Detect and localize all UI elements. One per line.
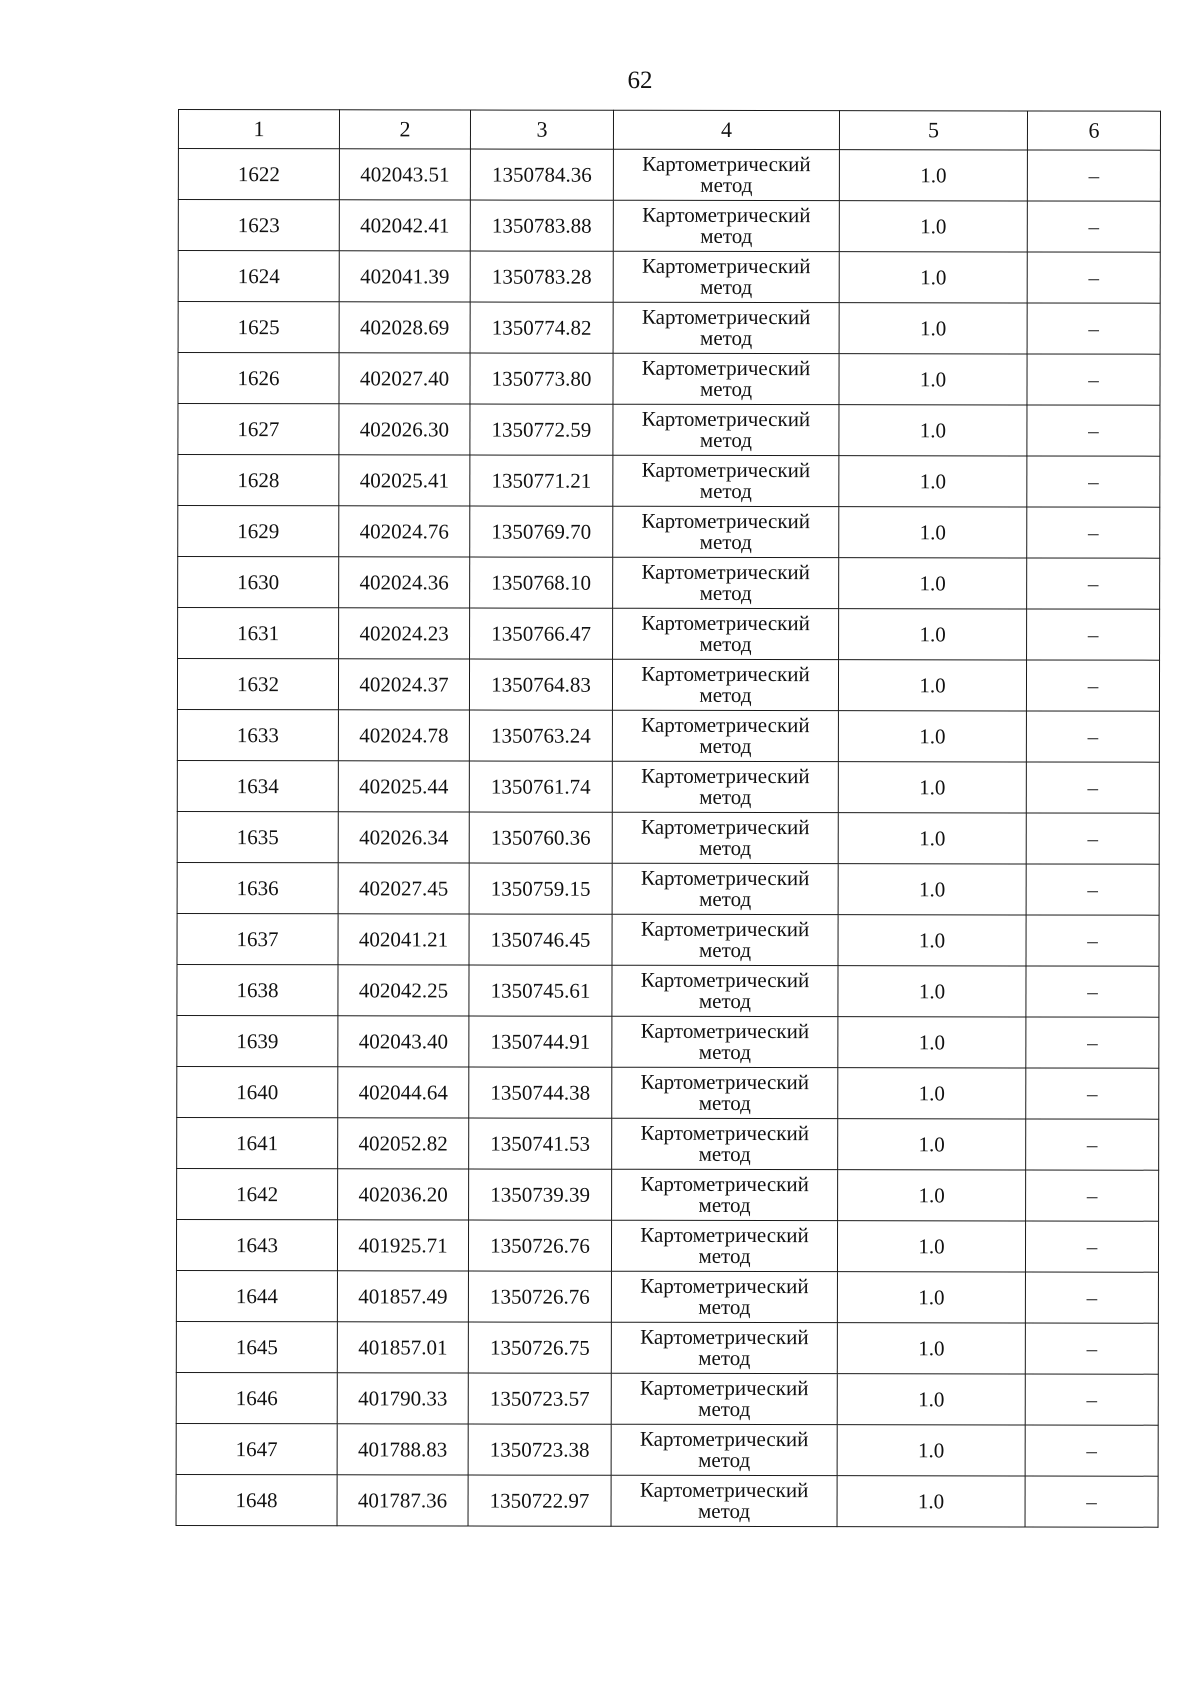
table-row <box>176 1474 1158 1527</box>
x-coordinate-cell: 401788.83 <box>337 1424 468 1475</box>
accuracy-cell: 1.0 <box>839 201 1027 252</box>
method-line-1: Картометрический <box>641 661 810 687</box>
point-number-cell: 1627 <box>178 404 339 455</box>
note-cell: – <box>1026 1170 1159 1221</box>
method-line-1: Картометрический <box>640 916 810 942</box>
y-coordinate-cell: 1350783.88 <box>470 200 613 251</box>
method-line-2: метод <box>698 1192 751 1218</box>
x-coordinate-cell: 402041.21 <box>338 914 469 965</box>
method-line-2: метод <box>699 784 752 810</box>
column-header-4: 4 <box>613 110 839 149</box>
y-coordinate-cell: 1350771.21 <box>470 455 613 506</box>
x-coordinate-cell: 401857.49 <box>337 1271 468 1322</box>
column-header-3: 3 <box>470 110 613 149</box>
point-number-cell: 1644 <box>176 1270 337 1321</box>
accuracy-cell: 1.0 <box>838 966 1026 1017</box>
method-line-2: метод <box>699 733 752 759</box>
method-line-1: Картометрический <box>641 763 810 789</box>
note-cell: – <box>1026 1017 1159 1068</box>
method-cell <box>612 1118 838 1169</box>
method-line-2: метод <box>699 478 752 504</box>
method-cell <box>613 353 839 404</box>
y-coordinate-cell: 1350726.75 <box>468 1322 611 1373</box>
x-coordinate-cell: 402036.20 <box>338 1169 469 1220</box>
accuracy-cell: 1.0 <box>838 711 1026 762</box>
table-row <box>177 1015 1159 1068</box>
accuracy-cell: 1.0 <box>839 150 1027 201</box>
table-row <box>176 1219 1158 1272</box>
point-number-cell: 1646 <box>176 1372 337 1423</box>
point-number-cell: 1629 <box>178 506 339 557</box>
method-line-1: Картометрический <box>640 865 810 891</box>
table-row <box>177 709 1159 762</box>
note-cell: – <box>1027 303 1160 354</box>
accuracy-cell: 1.0 <box>837 1374 1025 1425</box>
note-cell: – <box>1026 1119 1159 1170</box>
table-row <box>177 862 1159 915</box>
method-line-2: метод <box>700 325 753 351</box>
note-cell: – <box>1026 660 1159 711</box>
x-coordinate-cell: 402028.69 <box>339 302 470 353</box>
note-cell: – <box>1027 354 1160 405</box>
table-row <box>177 913 1159 966</box>
y-coordinate-cell: 1350766.47 <box>470 608 613 659</box>
method-line-2: метод <box>698 1345 751 1371</box>
method-line-2: метод <box>699 580 752 606</box>
method-cell <box>613 506 839 557</box>
method-line-2: метод <box>699 835 752 861</box>
accuracy-cell: 1.0 <box>838 1017 1026 1068</box>
method-line-1: Картометрический <box>640 1018 810 1044</box>
method-line-2: метод <box>697 1498 751 1524</box>
point-number-cell: 1630 <box>178 557 339 608</box>
column-header-1: 1 <box>178 110 339 149</box>
note-cell: – <box>1027 405 1160 456</box>
x-coordinate-cell: 402024.78 <box>338 710 469 761</box>
method-line-1: Картометрический <box>641 712 810 738</box>
method-line-1: Картометрический <box>639 1477 809 1503</box>
table-row <box>178 200 1160 253</box>
method-line-2: метод <box>699 376 753 402</box>
method-line-1: Картометрический <box>640 1222 809 1248</box>
method-cell <box>611 1271 837 1322</box>
y-coordinate-cell: 1350726.76 <box>468 1271 611 1322</box>
note-cell: – <box>1027 558 1160 609</box>
note-cell: – <box>1027 201 1160 252</box>
method-line-1: Картометрический <box>641 457 811 483</box>
note-cell: – <box>1027 507 1160 558</box>
accuracy-cell: 1.0 <box>837 1476 1025 1527</box>
accuracy-cell: 1.0 <box>838 813 1026 864</box>
point-number-cell: 1628 <box>178 455 339 506</box>
method-line-2: метод <box>698 1090 751 1116</box>
table-row <box>176 1321 1158 1374</box>
method-cell <box>611 1322 837 1373</box>
method-cell <box>612 659 838 710</box>
x-coordinate-cell: 402024.23 <box>339 608 470 659</box>
method-line-1: Картометрический <box>640 1324 809 1350</box>
method-line-1: Картометрический <box>641 253 811 279</box>
method-line-1: Картометрический <box>640 1069 810 1095</box>
accuracy-cell: 1.0 <box>839 405 1027 456</box>
x-coordinate-cell: 402042.41 <box>339 200 470 251</box>
table-row <box>178 353 1160 406</box>
method-line-2: метод <box>700 172 753 198</box>
table-row <box>176 1372 1158 1425</box>
method-line-2: метод <box>700 274 753 300</box>
x-coordinate-cell: 402025.44 <box>338 761 469 812</box>
x-coordinate-cell: 402041.39 <box>339 251 470 302</box>
note-cell: – <box>1027 609 1160 660</box>
note-cell: – <box>1025 1323 1158 1374</box>
point-number-cell: 1631 <box>178 608 339 659</box>
method-line-2: метод <box>698 988 752 1014</box>
y-coordinate-cell: 1350723.38 <box>468 1424 611 1475</box>
method-line-1: Картометрический <box>642 202 811 228</box>
method-line-2: метод <box>698 1141 751 1167</box>
note-cell: – <box>1026 915 1159 966</box>
x-coordinate-cell: 401787.36 <box>337 1475 468 1526</box>
y-coordinate-cell: 1350744.91 <box>469 1016 612 1067</box>
y-coordinate-cell: 1350761.74 <box>469 761 612 812</box>
table-row <box>177 760 1159 813</box>
y-coordinate-cell: 1350739.39 <box>469 1169 612 1220</box>
note-cell: – <box>1025 1374 1158 1425</box>
point-number-cell: 1639 <box>177 1015 338 1066</box>
accuracy-cell: 1.0 <box>838 864 1026 915</box>
method-cell <box>613 302 839 353</box>
y-coordinate-cell: 1350723.57 <box>468 1373 611 1424</box>
table-row <box>178 251 1160 304</box>
accuracy-cell: 1.0 <box>839 609 1027 660</box>
y-coordinate-cell: 1350772.59 <box>470 404 613 455</box>
x-coordinate-cell: 402042.25 <box>338 965 469 1016</box>
method-cell <box>613 455 839 506</box>
note-cell: – <box>1027 150 1160 201</box>
table-row <box>177 811 1159 864</box>
accuracy-cell: 1.0 <box>839 303 1027 354</box>
table-row <box>177 1066 1159 1119</box>
method-line-1: Картометрический <box>640 1120 809 1146</box>
accuracy-cell: 1.0 <box>838 1170 1026 1221</box>
coordinates-table-container <box>176 109 1161 1528</box>
method-cell <box>613 557 839 608</box>
method-cell <box>611 1220 837 1271</box>
point-number-cell: 1622 <box>178 149 339 200</box>
x-coordinate-cell: 402044.64 <box>338 1067 469 1118</box>
method-cell <box>612 1169 838 1220</box>
point-number-cell: 1647 <box>176 1423 337 1474</box>
method-line-2: метод <box>699 427 752 453</box>
method-cell <box>612 914 838 965</box>
note-cell: – <box>1025 1425 1158 1476</box>
point-number-cell: 1642 <box>177 1168 338 1219</box>
accuracy-cell: 1.0 <box>838 762 1026 813</box>
x-coordinate-cell: 401857.01 <box>337 1322 468 1373</box>
table-row <box>178 149 1160 202</box>
x-coordinate-cell: 402026.34 <box>338 812 469 863</box>
y-coordinate-cell: 1350722.97 <box>468 1475 611 1526</box>
note-cell: – <box>1026 711 1159 762</box>
method-cell <box>612 1016 838 1067</box>
table-header-row <box>178 110 1160 151</box>
note-cell: – <box>1026 864 1159 915</box>
x-coordinate-cell: 402027.40 <box>339 353 470 404</box>
method-cell <box>613 200 839 251</box>
note-cell: – <box>1025 1221 1158 1272</box>
x-coordinate-cell: 402024.36 <box>339 557 470 608</box>
point-number-cell: 1632 <box>177 659 338 710</box>
note-cell: – <box>1027 456 1160 507</box>
method-cell <box>612 863 838 914</box>
y-coordinate-cell: 1350773.80 <box>470 353 613 404</box>
page-number: 62 <box>627 67 653 94</box>
method-line-1: Картометрический <box>640 814 810 840</box>
x-coordinate-cell: 402052.82 <box>338 1118 469 1169</box>
method-line-1: Картометрический <box>641 304 811 330</box>
method-line-2: метод <box>698 1039 751 1065</box>
table-row <box>178 455 1160 508</box>
accuracy-cell: 1.0 <box>839 354 1027 405</box>
point-number-cell: 1636 <box>177 862 338 913</box>
note-cell: – <box>1026 1068 1159 1119</box>
table-body <box>176 149 1160 1528</box>
column-header-6: 6 <box>1027 111 1160 150</box>
accuracy-cell: 1.0 <box>837 1272 1025 1323</box>
method-line-2: метод <box>699 631 752 657</box>
point-number-cell: 1643 <box>176 1219 337 1270</box>
method-line-2: метод <box>699 529 752 555</box>
point-number-cell: 1623 <box>178 200 339 251</box>
method-line-2: метод <box>698 937 752 963</box>
method-cell <box>612 710 838 761</box>
table-row <box>176 1423 1158 1476</box>
table-row <box>178 557 1160 610</box>
method-cell <box>612 761 838 812</box>
x-coordinate-cell: 402025.41 <box>339 455 470 506</box>
method-cell <box>612 1067 838 1118</box>
method-line-1: Картометрический <box>641 508 811 534</box>
method-line-2: метод <box>700 223 753 249</box>
method-line-1: Картометрический <box>640 967 810 993</box>
point-number-cell: 1626 <box>178 353 339 404</box>
accuracy-cell: 1.0 <box>837 1323 1025 1374</box>
note-cell: – <box>1025 1272 1158 1323</box>
y-coordinate-cell: 1350768.10 <box>470 557 613 608</box>
x-coordinate-cell: 402024.37 <box>338 659 469 710</box>
y-coordinate-cell: 1350769.70 <box>470 506 613 557</box>
table-row <box>177 1168 1159 1221</box>
table-row <box>177 659 1159 712</box>
accuracy-cell: 1.0 <box>839 558 1027 609</box>
method-line-1: Картометрический <box>640 1171 809 1197</box>
x-coordinate-cell: 401790.33 <box>337 1373 468 1424</box>
point-number-cell: 1635 <box>177 811 338 862</box>
y-coordinate-cell: 1350745.61 <box>469 965 612 1016</box>
table-row <box>177 1117 1159 1170</box>
method-cell <box>613 251 839 302</box>
method-line-1: Картометрический <box>640 1375 809 1401</box>
method-cell <box>611 1373 837 1424</box>
note-cell: – <box>1026 966 1159 1017</box>
method-cell <box>612 812 838 863</box>
column-header-2: 2 <box>339 110 470 149</box>
method-cell <box>611 1475 837 1526</box>
x-coordinate-cell: 402043.51 <box>339 149 470 200</box>
x-coordinate-cell: 402026.30 <box>339 404 470 455</box>
method-line-2: метод <box>698 1243 751 1269</box>
accuracy-cell: 1.0 <box>837 1425 1025 1476</box>
y-coordinate-cell: 1350774.82 <box>470 302 613 353</box>
accuracy-cell: 1.0 <box>838 660 1026 711</box>
y-coordinate-cell: 1350746.45 <box>469 914 612 965</box>
y-coordinate-cell: 1350764.83 <box>469 659 612 710</box>
method-cell <box>613 404 839 455</box>
point-number-cell: 1645 <box>176 1321 337 1372</box>
column-header-5: 5 <box>839 111 1027 150</box>
x-coordinate-cell: 402024.76 <box>339 506 470 557</box>
method-line-2: метод <box>698 1447 751 1473</box>
note-cell: – <box>1025 1476 1158 1527</box>
point-number-cell: 1633 <box>177 709 338 760</box>
table-row <box>178 302 1160 355</box>
point-number-cell: 1641 <box>177 1117 338 1168</box>
table-row <box>178 506 1160 559</box>
table-row <box>177 964 1159 1017</box>
table-row <box>178 404 1160 457</box>
method-line-2: метод <box>699 886 752 912</box>
accuracy-cell: 1.0 <box>837 1221 1025 1272</box>
method-line-1: Картометрический <box>641 406 811 432</box>
method-cell <box>613 608 839 659</box>
point-number-cell: 1637 <box>177 913 338 964</box>
y-coordinate-cell: 1350726.76 <box>468 1220 611 1271</box>
accuracy-cell: 1.0 <box>839 456 1027 507</box>
method-line-2: метод <box>699 682 752 708</box>
accuracy-cell: 1.0 <box>838 915 1026 966</box>
method-line-1: Картометрический <box>641 610 810 636</box>
y-coordinate-cell: 1350763.24 <box>469 710 612 761</box>
coordinates-table <box>176 109 1161 1528</box>
point-number-cell: 1624 <box>178 251 339 302</box>
point-number-cell: 1648 <box>176 1474 337 1525</box>
point-number-cell: 1638 <box>177 964 338 1015</box>
accuracy-cell: 1.0 <box>839 507 1027 558</box>
method-line-1: Картометрический <box>640 1273 809 1299</box>
method-cell <box>611 1424 837 1475</box>
y-coordinate-cell: 1350760.36 <box>469 812 612 863</box>
note-cell: – <box>1026 762 1159 813</box>
point-number-cell: 1640 <box>177 1066 338 1117</box>
x-coordinate-cell: 402027.45 <box>338 863 469 914</box>
table-row <box>178 608 1160 661</box>
note-cell: – <box>1027 252 1160 303</box>
x-coordinate-cell: 401925.71 <box>337 1220 468 1271</box>
note-cell: – <box>1026 813 1159 864</box>
accuracy-cell: 1.0 <box>838 1119 1026 1170</box>
y-coordinate-cell: 1350783.28 <box>470 251 613 302</box>
point-number-cell: 1625 <box>178 302 339 353</box>
method-line-2: метод <box>698 1294 751 1320</box>
method-line-1: Картометрический <box>639 1426 809 1452</box>
method-line-1: Картометрический <box>641 355 811 381</box>
accuracy-cell: 1.0 <box>839 252 1027 303</box>
method-line-1: Картометрический <box>641 559 810 585</box>
y-coordinate-cell: 1350784.36 <box>470 149 613 200</box>
accuracy-cell: 1.0 <box>838 1068 1026 1119</box>
method-cell <box>612 965 838 1016</box>
method-line-1: Картометрический <box>642 151 811 177</box>
point-number-cell: 1634 <box>177 760 338 811</box>
x-coordinate-cell: 402043.40 <box>338 1016 469 1067</box>
y-coordinate-cell: 1350741.53 <box>469 1118 612 1169</box>
y-coordinate-cell: 1350759.15 <box>469 863 612 914</box>
method-cell <box>613 149 839 200</box>
table-row <box>176 1270 1158 1323</box>
y-coordinate-cell: 1350744.38 <box>469 1067 612 1118</box>
method-line-2: метод <box>698 1396 751 1422</box>
